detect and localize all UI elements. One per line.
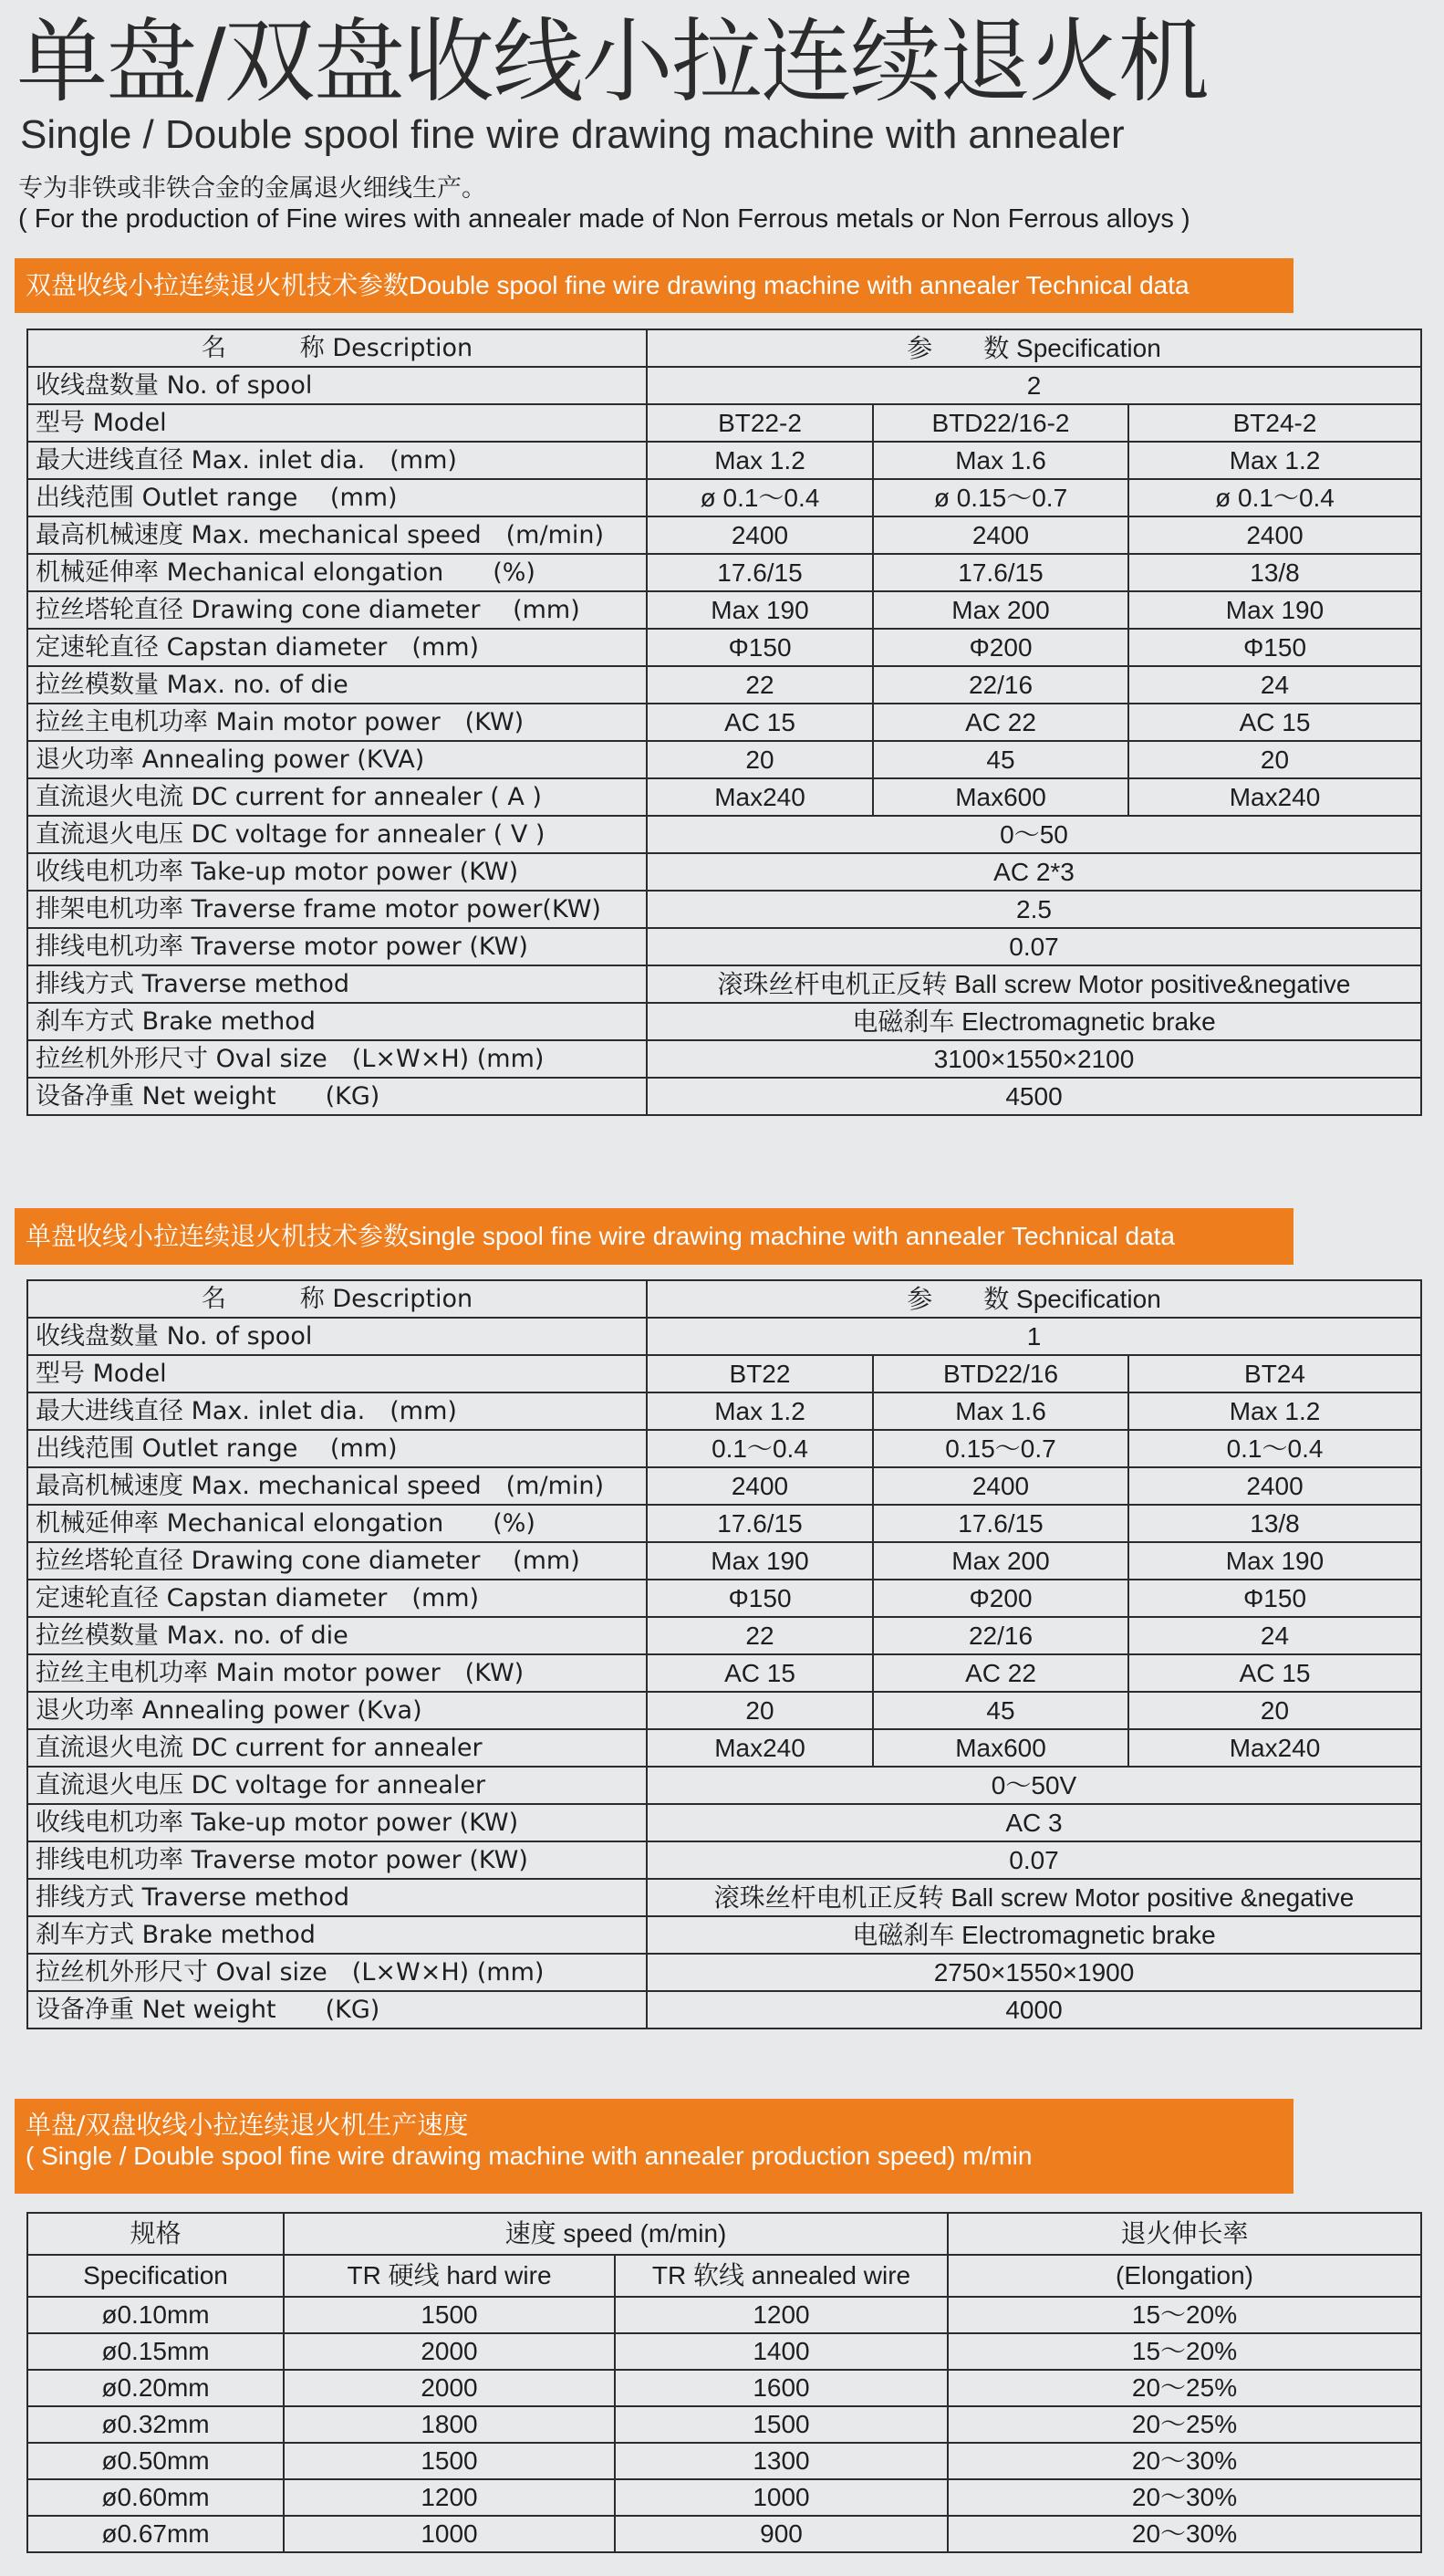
table-row	[27, 1729, 1421, 1767]
row-value: Max 1.6	[873, 1392, 1128, 1430]
row-description: 收线盘数量 No. of spool	[27, 367, 647, 404]
row-value: 2400	[873, 1467, 1128, 1505]
page-title-cn: 单盘/双盘收线小拉连续退火机	[16, 8, 1208, 115]
speed-annealed-cell: 1500	[615, 2406, 948, 2443]
table-row	[27, 1003, 1421, 1040]
row-description: 设备净重 Net weight (KG)	[27, 1991, 647, 2028]
row-description: 排线电机功率 Traverse motor power (KW)	[27, 928, 647, 965]
row-value: Φ200	[873, 629, 1128, 666]
row-value: Max 200	[873, 591, 1128, 629]
table-row	[27, 1355, 1421, 1392]
row-value: Max 190	[647, 591, 873, 629]
row-value: 滚珠丝杆电机正反转 Ball screw Motor positive&negative	[647, 965, 1421, 1003]
row-value: 20	[1128, 741, 1421, 778]
row-value: Max600	[873, 778, 1128, 816]
table-row	[27, 1040, 1421, 1078]
row-value: 20	[647, 741, 873, 778]
elongation-header-cn: 退火伸长率	[948, 2213, 1421, 2255]
speed-spec-cell: ø0.10mm	[27, 2297, 284, 2333]
row-value: AC 15	[1128, 1654, 1421, 1692]
row-value: 24	[1128, 666, 1421, 704]
speed-elong-cell: 20～30%	[948, 2443, 1421, 2479]
row-value: AC 22	[873, 1654, 1128, 1692]
row-description: 刹车方式 Brake method	[27, 1003, 647, 1040]
row-value: 2400	[647, 516, 873, 554]
double-spool-section-banner	[15, 258, 1293, 313]
table-row	[27, 2516, 1421, 2552]
row-description: 拉丝主电机功率 Main motor power (KW)	[27, 1654, 647, 1692]
table-row	[27, 404, 1421, 442]
row-value: 24	[1128, 1617, 1421, 1654]
table-row	[27, 816, 1421, 853]
row-value: Φ150	[647, 629, 873, 666]
banner-title-cn: 单盘/双盘收线小拉连续退火机生产速度	[26, 2110, 469, 2140]
banner-title-cn: 双盘收线小拉连续退火机技术参数	[26, 270, 410, 300]
row-value: 2750×1550×1900	[647, 1954, 1421, 1991]
row-value: ø 0.1～0.4	[647, 479, 873, 516]
table-row	[27, 554, 1421, 591]
speed-hard-cell: 1800	[284, 2406, 615, 2443]
row-description: 定速轮直径 Capstan diameter (mm)	[27, 629, 647, 666]
table-header-row	[27, 1280, 1421, 1318]
row-value: 17.6/15	[647, 554, 873, 591]
row-description: 拉丝机外形尺寸 Oval size (L×W×H) (mm)	[27, 1040, 647, 1078]
row-value: 13/8	[1128, 1505, 1421, 1542]
page-title-en: Single / Double spool fine wire drawing machine with annealer	[20, 112, 1125, 157]
speed-elong-cell: 20～30%	[948, 2516, 1421, 2552]
single-spool-spec-table	[26, 1279, 1422, 2029]
specification-header: 参 数 Specification	[647, 329, 1421, 367]
row-description: 退火功率 Annealing power (KVA)	[27, 741, 647, 778]
banner-title-cn: 单盘收线小拉连续退火机技术参数	[26, 1221, 410, 1251]
row-value: 17.6/15	[873, 1505, 1128, 1542]
intro-text-en: ( For the production of Fine wires with annealer made of Non Ferrous metals or Non Ferrous alloys )	[18, 204, 1190, 234]
row-value: 0.07	[647, 928, 1421, 965]
row-description: 拉丝主电机功率 Main motor power (KW)	[27, 704, 647, 741]
table-row	[27, 1879, 1421, 1916]
single-spool-section-banner	[15, 1208, 1293, 1265]
row-value: 2400	[1128, 1467, 1421, 1505]
row-value: Max 190	[1128, 1542, 1421, 1580]
row-value: Max240	[647, 1729, 873, 1767]
row-value: AC 15	[647, 1654, 873, 1692]
row-value: 17.6/15	[873, 554, 1128, 591]
row-description: 直流退火电压 DC voltage for annealer	[27, 1767, 647, 1804]
table-row	[27, 1617, 1421, 1654]
speed-header: 速度 speed (m/min)	[284, 2213, 948, 2255]
row-value: Φ150	[647, 1580, 873, 1617]
row-value: AC 3	[647, 1804, 1421, 1841]
row-value: 电磁刹车 Electromagnetic brake	[647, 1916, 1421, 1954]
row-value: 2400	[873, 516, 1128, 554]
row-value: BTD22/16	[873, 1355, 1128, 1392]
spec-header-cn: 规格	[27, 2213, 284, 2255]
double-spool-spec-table	[26, 329, 1422, 1116]
speed-elong-cell: 20～25%	[948, 2406, 1421, 2443]
row-value: BT24-2	[1128, 404, 1421, 442]
row-value: 2.5	[647, 891, 1421, 928]
row-description: 排线电机功率 Traverse motor power (KW)	[27, 1841, 647, 1879]
table-row	[27, 2370, 1421, 2406]
table-row	[27, 591, 1421, 629]
row-value: BT22	[647, 1355, 873, 1392]
row-value: 滚珠丝杆电机正反转 Ball screw Motor positive &negative	[647, 1879, 1421, 1916]
speed-spec-cell: ø0.60mm	[27, 2479, 284, 2516]
row-description: 直流退火电压 DC voltage for annealer ( V )	[27, 816, 647, 853]
table-row	[27, 516, 1421, 554]
row-description: 定速轮直径 Capstan diameter (mm)	[27, 1580, 647, 1617]
speed-annealed-cell: 1300	[615, 2443, 948, 2479]
row-description: 出线范围 Outlet range (mm)	[27, 1430, 647, 1467]
table-row	[27, 2406, 1421, 2443]
row-value: 22	[647, 1617, 873, 1654]
table-row	[27, 1392, 1421, 1430]
row-value: AC 15	[1128, 704, 1421, 741]
table-row	[27, 1318, 1421, 1355]
speed-hard-cell: 1500	[284, 2443, 615, 2479]
row-description: 直流退火电流 DC current for annealer	[27, 1729, 647, 1767]
row-value: 2	[647, 367, 1421, 404]
row-value: 3100×1550×2100	[647, 1040, 1421, 1078]
speed-elong-cell: 15～20%	[948, 2297, 1421, 2333]
table-row	[27, 1991, 1421, 2028]
speed-spec-cell: ø0.32mm	[27, 2406, 284, 2443]
row-value: 0.07	[647, 1841, 1421, 1879]
speed-annealed-cell: 1000	[615, 2479, 948, 2516]
row-description: 最高机械速度 Max. mechanical speed (m/min)	[27, 516, 647, 554]
row-description: 退火功率 Annealing power (Kva)	[27, 1692, 647, 1729]
annealed-wire-header: TR 软线 annealed wire	[615, 2255, 948, 2297]
row-value: 2400	[647, 1467, 873, 1505]
table-row	[27, 1767, 1421, 1804]
table-row	[27, 1430, 1421, 1467]
row-value: 22/16	[873, 666, 1128, 704]
row-value: BT22-2	[647, 404, 873, 442]
banner-title-en: Double spool fine wire drawing machine with annealer Technical data	[409, 271, 1189, 299]
table-row	[27, 2333, 1421, 2370]
row-description: 出线范围 Outlet range (mm)	[27, 479, 647, 516]
table-row	[27, 1078, 1421, 1115]
speed-elong-cell: 20～30%	[948, 2479, 1421, 2516]
row-description: 拉丝塔轮直径 Drawing cone diameter (mm)	[27, 591, 647, 629]
row-description: 拉丝模数量 Max. no. of die	[27, 1617, 647, 1654]
specification-header: 参 数 Specification	[647, 1280, 1421, 1318]
row-description: 收线电机功率 Take-up motor power (KW)	[27, 853, 647, 891]
table-row	[27, 2297, 1421, 2333]
row-value: 17.6/15	[647, 1505, 873, 1542]
banner-title-en: single spool fine wire drawing machine with annealer Technical data	[409, 1222, 1175, 1250]
table-row	[27, 1692, 1421, 1729]
row-value: Max240	[1128, 778, 1421, 816]
row-value: 13/8	[1128, 554, 1421, 591]
row-value: 0.1～0.4	[1128, 1430, 1421, 1467]
row-description: 拉丝塔轮直径 Drawing cone diameter (mm)	[27, 1542, 647, 1580]
speed-annealed-cell: 1200	[615, 2297, 948, 2333]
speed-hard-cell: 2000	[284, 2370, 615, 2406]
row-value: AC 2*3	[647, 853, 1421, 891]
row-value: Φ150	[1128, 629, 1421, 666]
row-description: 型号 Model	[27, 1355, 647, 1392]
row-value: 电磁刹车 Electromagnetic brake	[647, 1003, 1421, 1040]
hard-wire-header: TR 硬线 hard wire	[284, 2255, 615, 2297]
row-description: 拉丝模数量 Max. no. of die	[27, 666, 647, 704]
speed-hard-cell: 1500	[284, 2297, 615, 2333]
table-row	[27, 704, 1421, 741]
speed-spec-cell: ø0.67mm	[27, 2516, 284, 2552]
row-value: 22	[647, 666, 873, 704]
table-row	[27, 666, 1421, 704]
table-row	[27, 1804, 1421, 1841]
row-value: Max240	[1128, 1729, 1421, 1767]
table-row	[27, 479, 1421, 516]
table-row	[27, 1505, 1421, 1542]
row-value: 4500	[647, 1078, 1421, 1115]
production-speed-section-banner	[15, 2099, 1293, 2194]
row-value: 20	[647, 1692, 873, 1729]
table-row	[27, 1916, 1421, 1954]
row-description: 最大进线直径 Max. inlet dia. (mm)	[27, 442, 647, 479]
speed-spec-cell: ø0.20mm	[27, 2370, 284, 2406]
row-value: Max 1.2	[647, 1392, 873, 1430]
row-description: 排线方式 Traverse method	[27, 1879, 647, 1916]
table-row	[27, 442, 1421, 479]
table-row	[27, 1954, 1421, 1991]
table-row	[27, 2479, 1421, 2516]
table-row	[27, 965, 1421, 1003]
table-row	[27, 891, 1421, 928]
row-description: 排线方式 Traverse method	[27, 965, 647, 1003]
row-value: 1	[647, 1318, 1421, 1355]
row-value: BTD22/16-2	[873, 404, 1128, 442]
spec-header-en: Specification	[27, 2255, 284, 2297]
row-description: 机械延伸率 Mechanical elongation (%)	[27, 1505, 647, 1542]
row-value: 22/16	[873, 1617, 1128, 1654]
table-row	[27, 1467, 1421, 1505]
description-header: 名 称 Description	[27, 1280, 647, 1318]
row-value: AC 15	[647, 704, 873, 741]
row-value: Max600	[873, 1729, 1128, 1767]
speed-elong-cell: 15～20%	[948, 2333, 1421, 2370]
row-value: Max 200	[873, 1542, 1128, 1580]
speed-spec-cell: ø0.15mm	[27, 2333, 284, 2370]
row-value: 45	[873, 1692, 1128, 1729]
row-value: Φ150	[1128, 1580, 1421, 1617]
row-description: 刹车方式 Brake method	[27, 1916, 647, 1954]
row-value: Max 1.2	[1128, 442, 1421, 479]
description-header: 名 称 Description	[27, 329, 647, 367]
row-description: 拉丝机外形尺寸 Oval size (L×W×H) (mm)	[27, 1954, 647, 1991]
row-description: 直流退火电流 DC current for annealer ( A )	[27, 778, 647, 816]
speed-hard-cell: 1200	[284, 2479, 615, 2516]
row-value: 0～50	[647, 816, 1421, 853]
table-row	[27, 1841, 1421, 1879]
intro-text-cn: 专为非铁或非铁合金的金属退火细线生产。	[18, 174, 486, 203]
row-value: ø 0.15～0.7	[873, 479, 1128, 516]
table-row	[27, 928, 1421, 965]
row-description: 型号 Model	[27, 404, 647, 442]
row-value: 20	[1128, 1692, 1421, 1729]
production-speed-table	[26, 2212, 1422, 2553]
table-row	[27, 1542, 1421, 1580]
row-description: 设备净重 Net weight (KG)	[27, 1078, 647, 1115]
row-value: AC 22	[873, 704, 1128, 741]
table-row	[27, 853, 1421, 891]
row-value: 45	[873, 741, 1128, 778]
row-value: Max240	[647, 778, 873, 816]
row-description: 收线盘数量 No. of spool	[27, 1318, 647, 1355]
table-row	[27, 1580, 1421, 1617]
speed-annealed-cell: 1400	[615, 2333, 948, 2370]
row-description: 机械延伸率 Mechanical elongation (%)	[27, 554, 647, 591]
speed-hard-cell: 2000	[284, 2333, 615, 2370]
row-value: Max 190	[647, 1542, 873, 1580]
row-description: 收线电机功率 Take-up motor power (KW)	[27, 1804, 647, 1841]
row-value: ø 0.1～0.4	[1128, 479, 1421, 516]
table-row	[27, 629, 1421, 666]
row-description: 最高机械速度 Max. mechanical speed (m/min)	[27, 1467, 647, 1505]
row-value: BT24	[1128, 1355, 1421, 1392]
row-description: 最大进线直径 Max. inlet dia. (mm)	[27, 1392, 647, 1430]
table-row	[27, 2443, 1421, 2479]
table-row	[27, 778, 1421, 816]
row-value: Max 1.2	[647, 442, 873, 479]
speed-elong-cell: 20～25%	[948, 2370, 1421, 2406]
table-row	[27, 367, 1421, 404]
row-value: 0.15～0.7	[873, 1430, 1128, 1467]
row-value: Max 1.2	[1128, 1392, 1421, 1430]
speed-annealed-cell: 900	[615, 2516, 948, 2552]
banner-title-en: ( Single / Double spool fine wire drawing machine with annealer production speed) m/min	[26, 2142, 1033, 2170]
speed-annealed-cell: 1600	[615, 2370, 948, 2406]
row-value: Max 1.6	[873, 442, 1128, 479]
table-header-row	[27, 329, 1421, 367]
row-value: 2400	[1128, 516, 1421, 554]
row-value: 0.1～0.4	[647, 1430, 873, 1467]
speed-hard-cell: 1000	[284, 2516, 615, 2552]
speed-spec-cell: ø0.50mm	[27, 2443, 284, 2479]
elongation-header-en: (Elongation)	[948, 2255, 1421, 2297]
row-value: 0～50V	[647, 1767, 1421, 1804]
table-row	[27, 1654, 1421, 1692]
row-value: Φ200	[873, 1580, 1128, 1617]
row-value: Max 190	[1128, 591, 1421, 629]
table-row	[27, 741, 1421, 778]
row-value: 4000	[647, 1991, 1421, 2028]
row-description: 排架电机功率 Traverse frame motor power(KW)	[27, 891, 647, 928]
